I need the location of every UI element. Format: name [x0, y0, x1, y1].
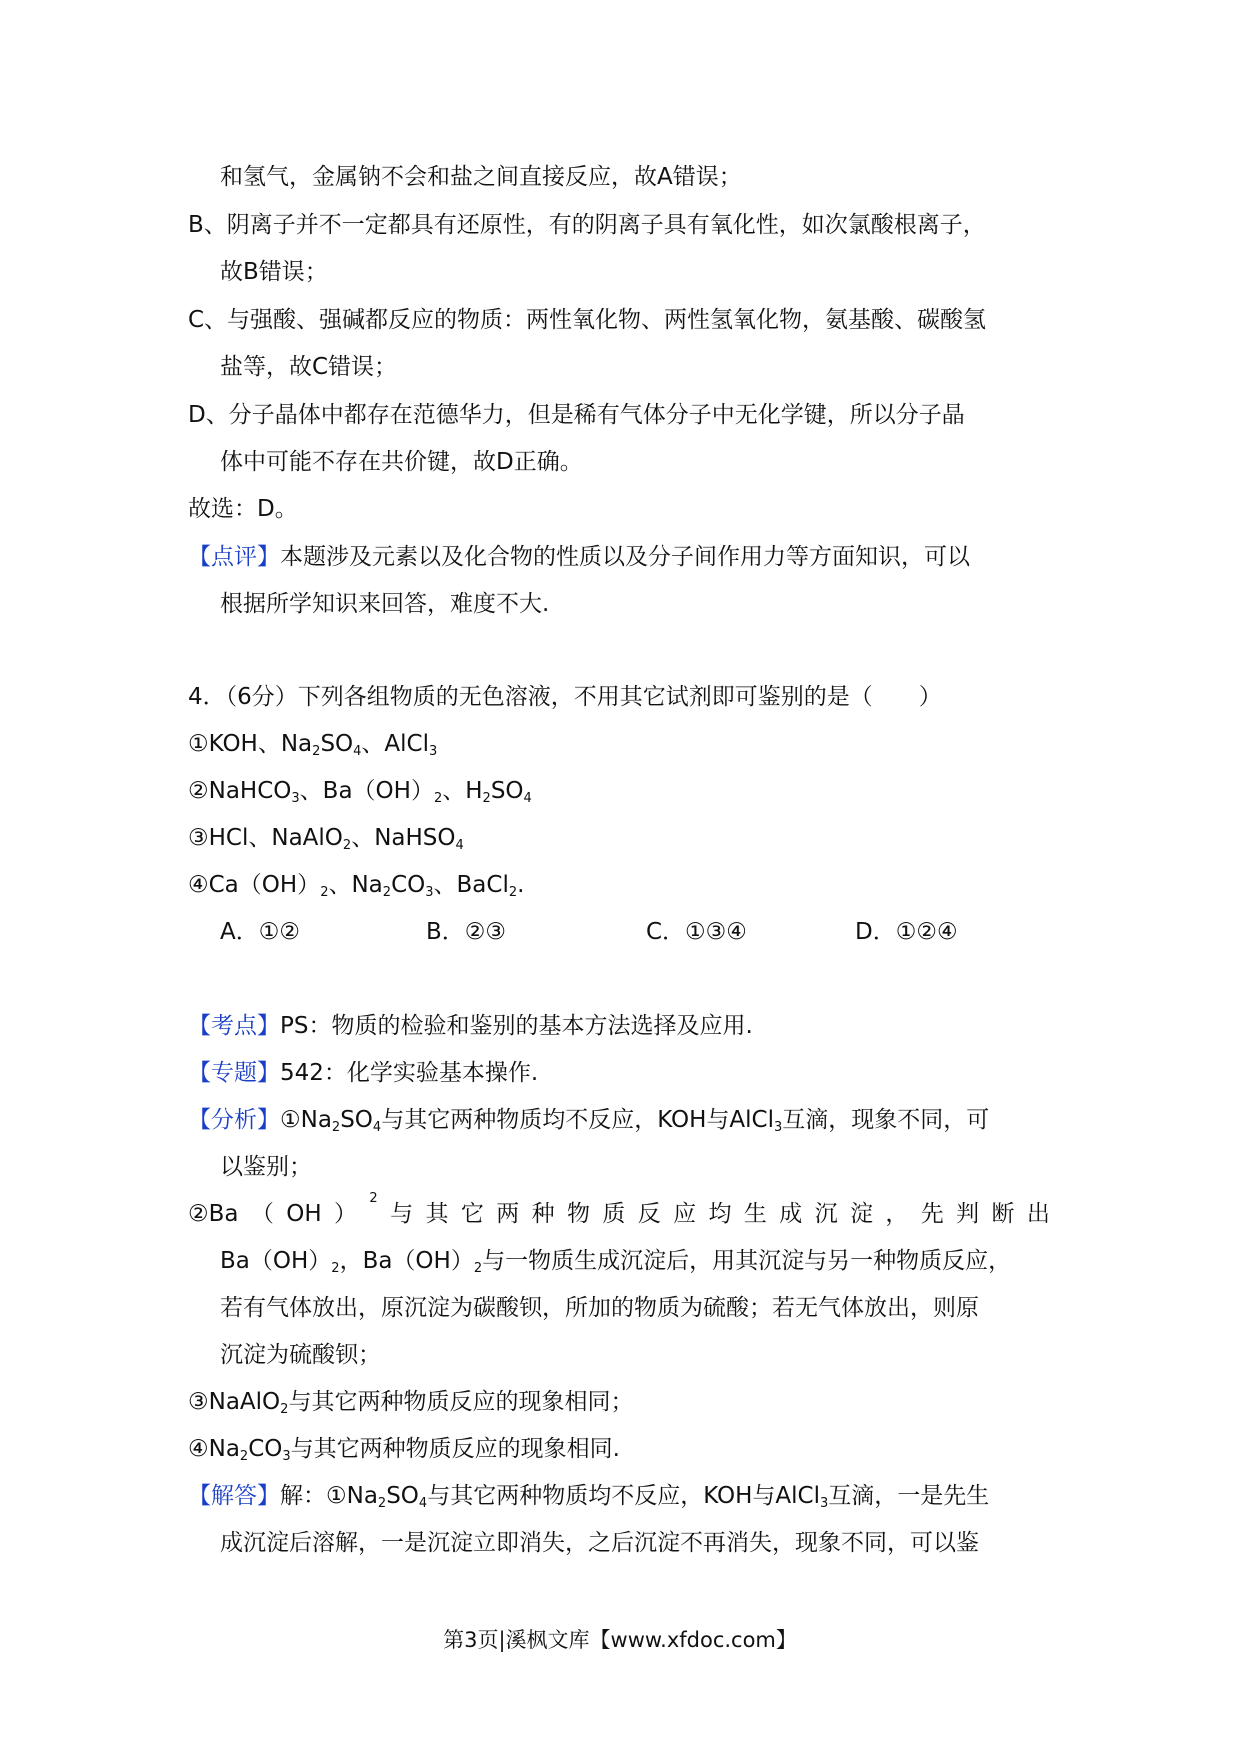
comment-tag: 【点评】 — [188, 544, 280, 570]
formula-text: SO — [386, 1483, 419, 1509]
option-d: D．①②④ — [855, 919, 958, 945]
zhuanti-text: 542：化学实验基本操作. — [280, 1060, 539, 1086]
formula-text: 与其它两种物质反应的现象相同； — [288, 1389, 634, 1415]
comment-text: 本题涉及元素以及化合物的性质以及分子间作用力等方面知识，可以 — [280, 544, 970, 570]
formula-text: 与其它两种物质均不反应，KOH与AlCl — [427, 1483, 820, 1509]
subscript: 4 — [353, 744, 362, 759]
comment-line1 — [188, 542, 970, 572]
comment-line2: 根据所学知识来回答，难度不大. — [220, 591, 550, 617]
formula-text: 、BaCl — [433, 872, 509, 898]
spread-char: 均 — [708, 1201, 732, 1227]
subscript: 2 — [433, 791, 443, 806]
subscript: 2 — [473, 1261, 483, 1276]
group-marker: ③ — [188, 825, 209, 851]
formula-text: 互滴，现象不同，可 — [782, 1107, 990, 1133]
paragraph-3 — [188, 1387, 633, 1417]
spread-char: 它 — [460, 1201, 484, 1227]
zhuanti-tag: 【专题】 — [188, 1060, 280, 1086]
subscript: 4 — [523, 791, 532, 806]
spread-char: 沉 — [814, 1201, 838, 1227]
fenxi-line2: 以鉴别； — [220, 1154, 312, 1180]
formula-text: . — [517, 872, 525, 898]
formula-text: 、Ba（OH） — [299, 778, 434, 804]
subscript: 3 — [425, 885, 434, 900]
group-3 — [188, 823, 464, 853]
formula-text: KOH、Na — [208, 731, 313, 757]
option-d-line1: D、分子晶体中都存在范德华力，但是稀有气体分子中无化学键，所以分子晶 — [188, 402, 965, 428]
option-b-line2: 故B错误； — [220, 259, 328, 285]
kaodian-line — [188, 1011, 753, 1041]
formula-text: SO — [340, 1107, 373, 1133]
option-c-line1: C、与强酸、强碱都反应的物质：两性氧化物、两性氢氧化物，氨基酸、碳酸氢 — [188, 307, 987, 333]
group-marker: ④ — [188, 872, 209, 898]
option-d-line2: 体中可能不存在共价键，故D正确。 — [220, 449, 583, 475]
spread-char: 出 — [1026, 1201, 1050, 1227]
paragraph-2-line2 — [220, 1246, 1011, 1276]
formula-text: ③NaAlO — [188, 1389, 281, 1415]
formula-text: SO — [490, 778, 524, 804]
formula-text: Ca（OH） — [208, 872, 321, 898]
spread-char: 生 — [743, 1201, 767, 1227]
spread-char: ， — [885, 1201, 909, 1227]
kaodian-tag: 【考点】 — [188, 1013, 280, 1039]
subscript: 3 — [819, 1496, 829, 1511]
subscript: 4 — [418, 1496, 428, 1511]
paragraph-2-line4: 沉淀为硫酸钡； — [220, 1342, 381, 1368]
jieda-line2: 成沉淀后溶解，一是沉淀立即消失，之后沉淀不再消失，现象不同，可以鉴 — [220, 1530, 979, 1556]
subscript: 2 — [312, 744, 321, 759]
option-a-tail: 和氢气，金属钠不会和盐之间直接反应，故A错误； — [220, 164, 742, 190]
subscript: 2 — [331, 1261, 340, 1276]
option-b-line1: B、阴离子并不一定都具有还原性，有的阴离子具有氧化性，如次氯酸根离子， — [188, 212, 986, 238]
spread-char: 断 — [991, 1201, 1015, 1227]
formula-text: CO — [391, 872, 426, 898]
spread-char: ） — [334, 1201, 358, 1227]
jieda-text — [280, 1483, 989, 1509]
spread-char: 与 — [390, 1201, 414, 1227]
option-c: C．①③④ — [646, 919, 747, 945]
formula-text: 、Na — [328, 872, 383, 898]
option-c-line2: 盐等，故C错误； — [220, 354, 398, 380]
spread-char: 淀 — [849, 1201, 873, 1227]
fenxi-text — [280, 1107, 989, 1133]
spread-char: 反 — [637, 1201, 661, 1227]
spread-char: 其 — [425, 1201, 449, 1227]
formula-text: CO — [248, 1436, 283, 1462]
spread-char: 两 — [496, 1201, 520, 1227]
spread-char: 判 — [956, 1201, 980, 1227]
spread-char: 应 — [673, 1201, 697, 1227]
spread-char: 先 — [920, 1201, 944, 1227]
subscript: 2 — [320, 885, 329, 900]
subscript: 2 — [377, 1496, 387, 1511]
subscript: 4 — [372, 1120, 382, 1135]
group-1 — [188, 729, 437, 759]
formula-text: HCl、NaAlO — [208, 825, 343, 851]
group-2 — [188, 776, 532, 806]
jieda-line1 — [188, 1481, 989, 1511]
subscript: 2 — [382, 885, 392, 900]
kaodian-text: PS：物质的检验和鉴别的基本方法选择及应用. — [280, 1013, 753, 1039]
formula-text: 与一物质生成沉淀后，用其沉淀与另一种物质反应， — [482, 1248, 1012, 1274]
formula-text: 与其它两种物质反应的现象相同. — [290, 1436, 620, 1462]
formula-text: ④Na — [188, 1436, 240, 1462]
paragraph-4 — [188, 1434, 620, 1464]
formula-text: 、H — [442, 778, 483, 804]
zhuanti-line — [188, 1058, 538, 1088]
subscript: 2 — [508, 885, 518, 900]
spread-char: 质 — [602, 1201, 626, 1227]
formula-text: 互滴，一是先生 — [828, 1483, 990, 1509]
question-stem: 4．（6分）下列各组物质的无色溶液，不用其它试剂即可鉴别的是（ ） — [188, 684, 942, 710]
formula-text: SO — [320, 731, 354, 757]
spread-char: 成 — [779, 1201, 803, 1227]
fenxi-tag: 【分析】 — [188, 1107, 280, 1133]
spread-char: OH — [286, 1201, 322, 1227]
formula-text: ，Ba（OH） — [339, 1248, 474, 1274]
group-marker: ① — [188, 731, 209, 757]
subscript: 3 — [282, 1449, 291, 1464]
paragraph-2-line3: 若有气体放出，原沉淀为碳酸钡，所加的物质为硫酸；若无气体放出，则原 — [220, 1295, 979, 1321]
formula-text: 与其它两种物质均不反应，KOH与AlCl — [381, 1107, 774, 1133]
page-footer: 第3页|溪枫文库【www.xfdoc.com】 — [443, 1628, 797, 1652]
subscript: 3 — [429, 744, 438, 759]
paragraph-2-line1 — [188, 1191, 1050, 1229]
group-marker: ② — [188, 778, 209, 804]
option-a: A．①② — [220, 919, 300, 945]
subscript: 2 — [482, 791, 491, 806]
answer-choice: 故选：D。 — [188, 496, 298, 522]
subscript: 2 — [331, 1120, 341, 1135]
subscript: 3 — [291, 791, 300, 806]
jieda-tag: 【解答】 — [188, 1483, 280, 1509]
group-4 — [188, 870, 524, 900]
spread-char: ②Ba — [188, 1201, 239, 1227]
spread-char: （ — [250, 1201, 274, 1227]
formula-text: NaHCO — [208, 778, 292, 804]
subscript: 2 — [342, 838, 352, 853]
subscript: 2 — [239, 1449, 249, 1464]
subscript: 3 — [773, 1120, 783, 1135]
fenxi-line1 — [188, 1105, 989, 1135]
subscript: 4 — [455, 838, 464, 853]
formula-text: ①Na — [280, 1107, 332, 1133]
subscript: 2 — [280, 1402, 289, 1417]
formula-text: 、NaHSO — [351, 825, 456, 851]
formula-text: 解：①Na — [280, 1483, 378, 1509]
option-b: B．②③ — [426, 919, 507, 945]
spread-char: 种 — [531, 1201, 555, 1227]
formula-text: Ba（OH） — [220, 1248, 332, 1274]
spread-char: 物 — [566, 1201, 590, 1227]
subscript: 2 — [369, 1191, 378, 1206]
formula-text: 、AlCl — [361, 731, 429, 757]
